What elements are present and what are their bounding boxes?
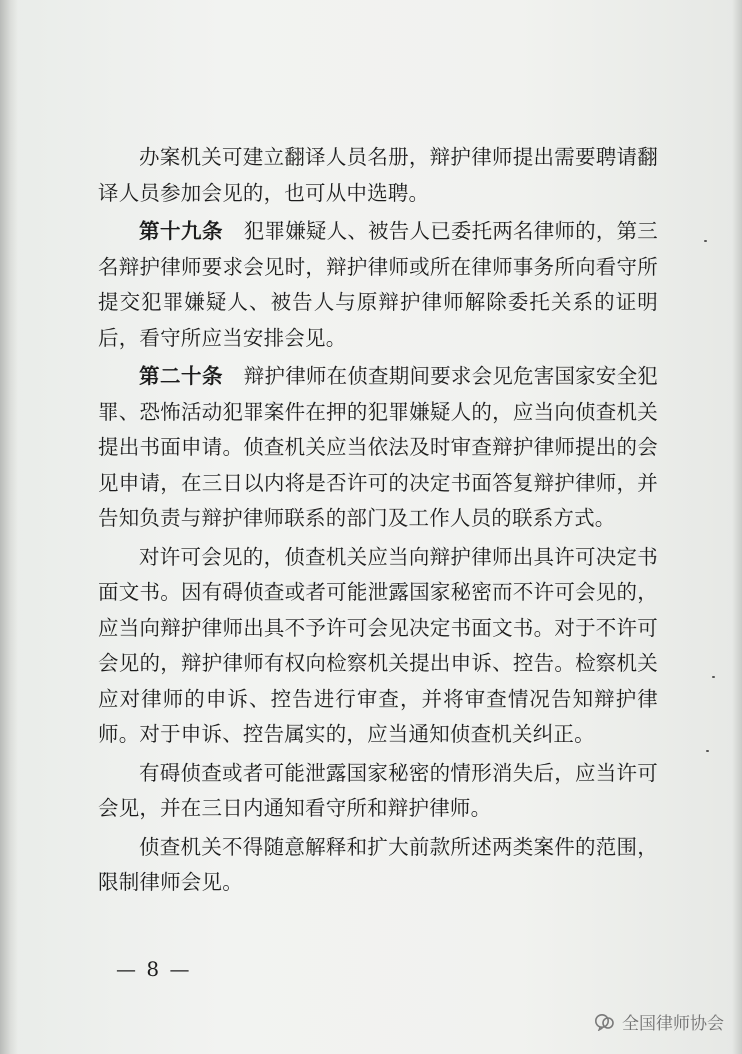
paragraph-text: 犯罪嫌疑人、被告人已委托两名律师的，第三名辩护律师要求会见时，辩护律师或所在律师事务所向看守所提交犯罪嫌疑人、被告人与原辩护律师解除委托关系的证明后，看守所应当安排会见。: [98, 219, 659, 350]
wechat-watermark: [594, 1009, 724, 1034]
paragraph-text: 有碍侦查或者可能泄露国家秘密的情形消失后，应当许可会见，并在三日内通知看守所和辩护律师。: [98, 760, 658, 820]
paragraph: [98, 359, 658, 537]
document-body: [98, 140, 658, 901]
scan-shadow-right: [732, 0, 742, 1054]
paragraph: [98, 830, 658, 901]
wechat-official-account-icon: [594, 1013, 616, 1031]
paragraph: [98, 140, 658, 211]
paragraph: [98, 756, 658, 827]
paragraph-text: 辩护律师在侦查期间要求会见危害国家安全犯罪、恐怖活动犯罪案件在押的犯罪嫌疑人的，应当向侦查机关提出书面申请。侦查机关应当依法及时审查辩护律师提出的会见申请，在三日以内将是否许可的决定书面答复辩护律师，并告知负责与辩护律师联系的部门及工作人员的联系方式。: [98, 364, 659, 530]
article-number: 第十九条: [139, 219, 224, 243]
paragraph-text: 侦查机关不得随意解释和扩大前款所述两类案件的范围，限制律师会见。: [98, 834, 658, 894]
paragraph: [98, 214, 658, 356]
paragraph-text: 对许可会见的，侦查机关应当向辩护律师出具许可决定书面文书。因有碍侦查或者可能泄露国家秘密而不许可会见的，应当向辩护律师出具不予许可会见决定书面文书。对于不许可会见的，辩护律师有权向检察机关提出申诉、控告。检察机关应对律师的申诉、控告进行审查，并将审查情况告知辩护律师。对于申诉、控告属实的，应当通知侦查机关纠正。: [98, 544, 658, 746]
paragraph: [98, 540, 658, 753]
scan-speck: [704, 240, 707, 242]
scan-shadow-left: [0, 0, 18, 1054]
article-number: 第二十条: [139, 364, 224, 388]
paragraph-text: 办案机关可建立翻译人员名册，辩护律师提出需要聘请翻译人员参加会见的，也可从中选聘。: [98, 145, 658, 205]
scan-speck: [712, 676, 715, 678]
page-number: — 8 —: [116, 957, 192, 981]
watermark-text: 全国律师协会: [622, 1014, 724, 1034]
scan-speck: [706, 750, 709, 752]
